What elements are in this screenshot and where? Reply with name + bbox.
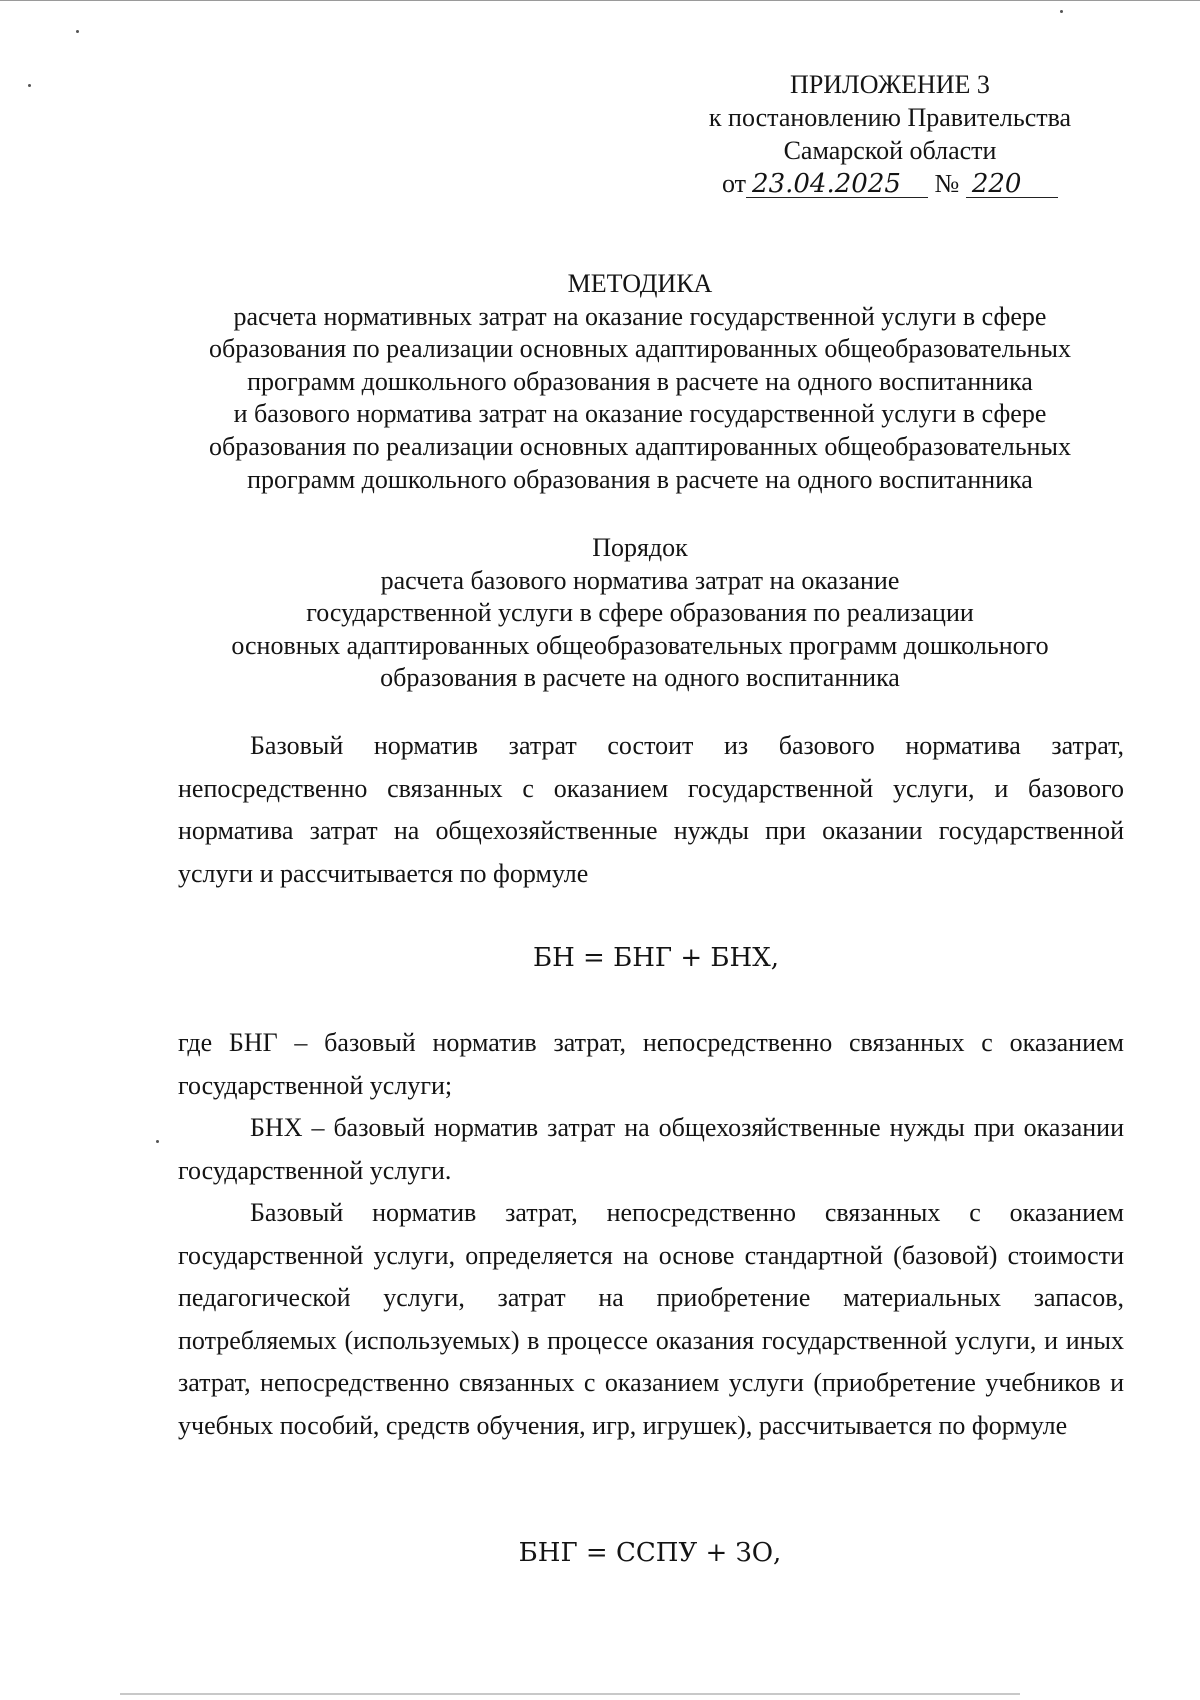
methodology-line: расчета нормативных затрат на оказание государственной услуги в сфере xyxy=(233,301,1047,331)
procedure-line: государственной услуги в сфере образования по реализации xyxy=(306,598,974,628)
methodology-line: программ дошкольного образования в расчете на одного воспитанника xyxy=(247,464,1033,494)
methodology-heading xyxy=(150,268,1130,496)
document-reference xyxy=(690,167,1090,200)
scan-speck xyxy=(156,1140,159,1143)
paragraph-text: БНХ – базовый норматив затрат на общехозяйственные нужды при оказании государственной услуги. xyxy=(178,1113,1124,1185)
paragraph-definition-bng xyxy=(178,1022,1124,1107)
scan-speck xyxy=(28,84,31,87)
procedure-line: образования в расчете на одного воспитанника xyxy=(380,663,900,693)
number-prefix: № xyxy=(934,169,960,198)
scan-edge-bottom xyxy=(120,1693,1020,1695)
procedure-line: расчета базового норматива затрат на оказание xyxy=(380,565,900,595)
procedure-heading xyxy=(150,532,1130,695)
appendix-line-2: Самарской области xyxy=(783,136,997,165)
handwritten-number: 220 xyxy=(966,171,1058,198)
scan-speck xyxy=(76,30,79,33)
paragraph-bng-calculation xyxy=(178,1192,1124,1447)
appendix-header xyxy=(690,68,1090,200)
methodology-line: образования по реализации основных адаптированных общеобразовательных xyxy=(209,431,1071,461)
methodology-title: МЕТОДИКА xyxy=(567,269,713,298)
methodology-line: и базового норматива затрат на оказание государственной услуги в сфере xyxy=(233,399,1047,429)
methodology-line: образования по реализации основных адаптированных общеобразовательных xyxy=(209,334,1071,364)
formula-bn: БН = БНГ + БНХ, xyxy=(533,943,779,973)
formula-bng: БНГ = ССПУ + ЗО, xyxy=(518,1538,782,1568)
appendix-line-1: к постановлению Правительства xyxy=(708,103,1072,132)
date-prefix: от xyxy=(722,169,747,198)
scan-edge-top xyxy=(0,0,1200,1)
procedure-title: Порядок xyxy=(592,533,688,562)
paragraph-definition-bnh xyxy=(178,1107,1124,1192)
paragraph-text: Базовый норматив затрат, непосредственно связанных с оказанием государственной услуги, определяется на основе стандартной (базовой) стоимости педагогической услуги, затрат на приобретение материальных запасов, потребляемых (используемых) в процессе оказания государственной услуги, и иных затрат, непосредственно связанных с оказанием услуги (приобретение учебников и учебных пособий, средств обучения, игр, игрушек), рассчитывается по формуле xyxy=(178,1198,1124,1440)
handwritten-date: 23.04.2025 xyxy=(746,171,928,198)
appendix-title: ПРИЛОЖЕНИЕ 3 xyxy=(790,70,990,99)
methodology-line: программ дошкольного образования в расчете на одного воспитанника xyxy=(247,366,1033,396)
paragraph-text: Базовый норматив затрат состоит из базового норматива затрат, непосредственно связанных с оказанием государственной услуги, и базового норматива затрат на общехозяйственные нужды при оказании государственной услуги и рассчитывается по формуле xyxy=(178,731,1124,888)
scan-speck xyxy=(1060,10,1063,13)
procedure-line: основных адаптированных общеобразовательных программ дошкольного xyxy=(231,630,1049,660)
paragraph-base-standard xyxy=(178,725,1124,895)
paragraph-text: где БНГ – базовый норматив затрат, непосредственно связанных с оказанием государственной услуги; xyxy=(178,1028,1124,1100)
